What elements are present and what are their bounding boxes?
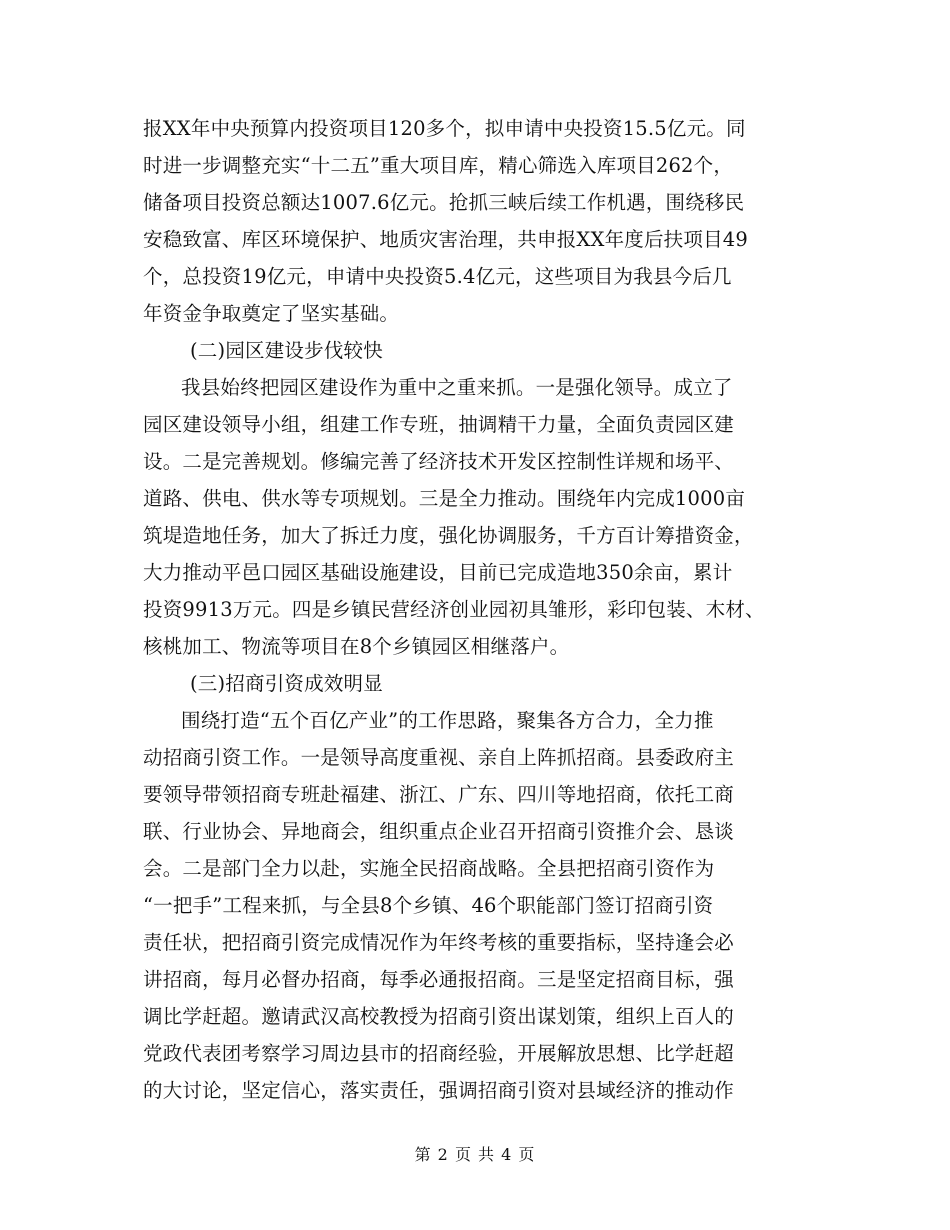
text-line: 调比学赶超。邀请武汉高校教授为招商引资出谋划策，组织上百人的 — [143, 1005, 735, 1028]
section-heading: (二)园区建设步伐较快 — [190, 339, 383, 362]
text-line: 投资9913万元。四是乡镇民营经济创业园初具雏形，彩印包装、木材、 — [143, 598, 765, 621]
text-line: 园区建设领导小组，组建工作专班，抽调精干力量，全面负责园区建 — [143, 413, 735, 436]
text-line: 我县始终把园区建设作为重中之重来抓。一是强化领导。成立了 — [181, 376, 733, 399]
text-line: 要领导带领招商专班赴福建、浙江、广东、四川等地招商，依托工商 — [143, 783, 735, 806]
text-line: 道路、供电、供水等专项规划。三是全力推动。围绕年内完成1000亩 — [143, 487, 746, 510]
text-line: 个，总投资19亿元，申请中央投资5.4亿元，这些项目为我县今后几 — [143, 265, 732, 288]
text-line: 联、行业协会、异地商会，组织重点企业召开招商引资推介会、恳谈 — [143, 820, 735, 843]
section-heading: (三)招商引资成效明显 — [190, 672, 383, 695]
text-line: 安稳致富、库区环境保护、地质灾害治理，共申报XX年度后扶项目49 — [143, 228, 748, 251]
text-line: 的大讨论，坚定信心，落实责任，强调招商引资对县域经济的推动作 — [143, 1079, 735, 1102]
text-line: 年资金争取奠定了坚实基础。 — [143, 302, 400, 325]
text-line: 设。二是完善规划。修编完善了经济技术开发区控制性详规和场平、 — [143, 450, 735, 473]
text-line: 时进一步调整充实“十二五”重大项目库，精心筛选入库项目262个， — [143, 154, 734, 177]
page-number-footer: 第 2 页 共 4 页 — [414, 1145, 536, 1164]
text-line: 储备项目投资总额达1007.6亿元。抢抓三峡后续工作机遇，围绕移民 — [143, 191, 745, 214]
text-line: “一把手”工程来抓，与全县8个乡镇、46个职能部门签订招商引资 — [143, 894, 714, 917]
text-line: 党政代表团考察学习周边县市的招商经验，开展解放思想、比学赶超 — [143, 1042, 735, 1065]
text-line: 责任状，把招商引资完成情况作为年终考核的重要指标，坚持逢会必 — [143, 931, 735, 954]
text-line: 报XX年中央预算内投资项目120多个，拟申请中央投资15.5亿元。同 — [143, 117, 746, 140]
text-line: 讲招商，每月必督办招商，每季必通报招商。三是坚定招商目标，强 — [143, 968, 735, 991]
text-line: 核桃加工、物流等项目在8个乡镇园区相继落户。 — [143, 635, 570, 658]
text-line: 动招商引资工作。一是领导高度重视、亲自上阵抓招商。县委政府主 — [143, 746, 735, 769]
text-line: 会。二是部门全力以赴，实施全民招商战略。全县把招商引资作为 — [143, 857, 715, 880]
text-line: 筑堤造地任务，加大了拆迁力度，强化协调服务，千方百计筹措资金， — [143, 524, 754, 547]
text-line: 围绕打造“五个百亿产业”的工作思路，聚集各方合力，全力推 — [181, 709, 714, 732]
text-line: 大力推动平邑口园区基础设施建设，目前已完成造地350余亩，累计 — [143, 561, 733, 584]
